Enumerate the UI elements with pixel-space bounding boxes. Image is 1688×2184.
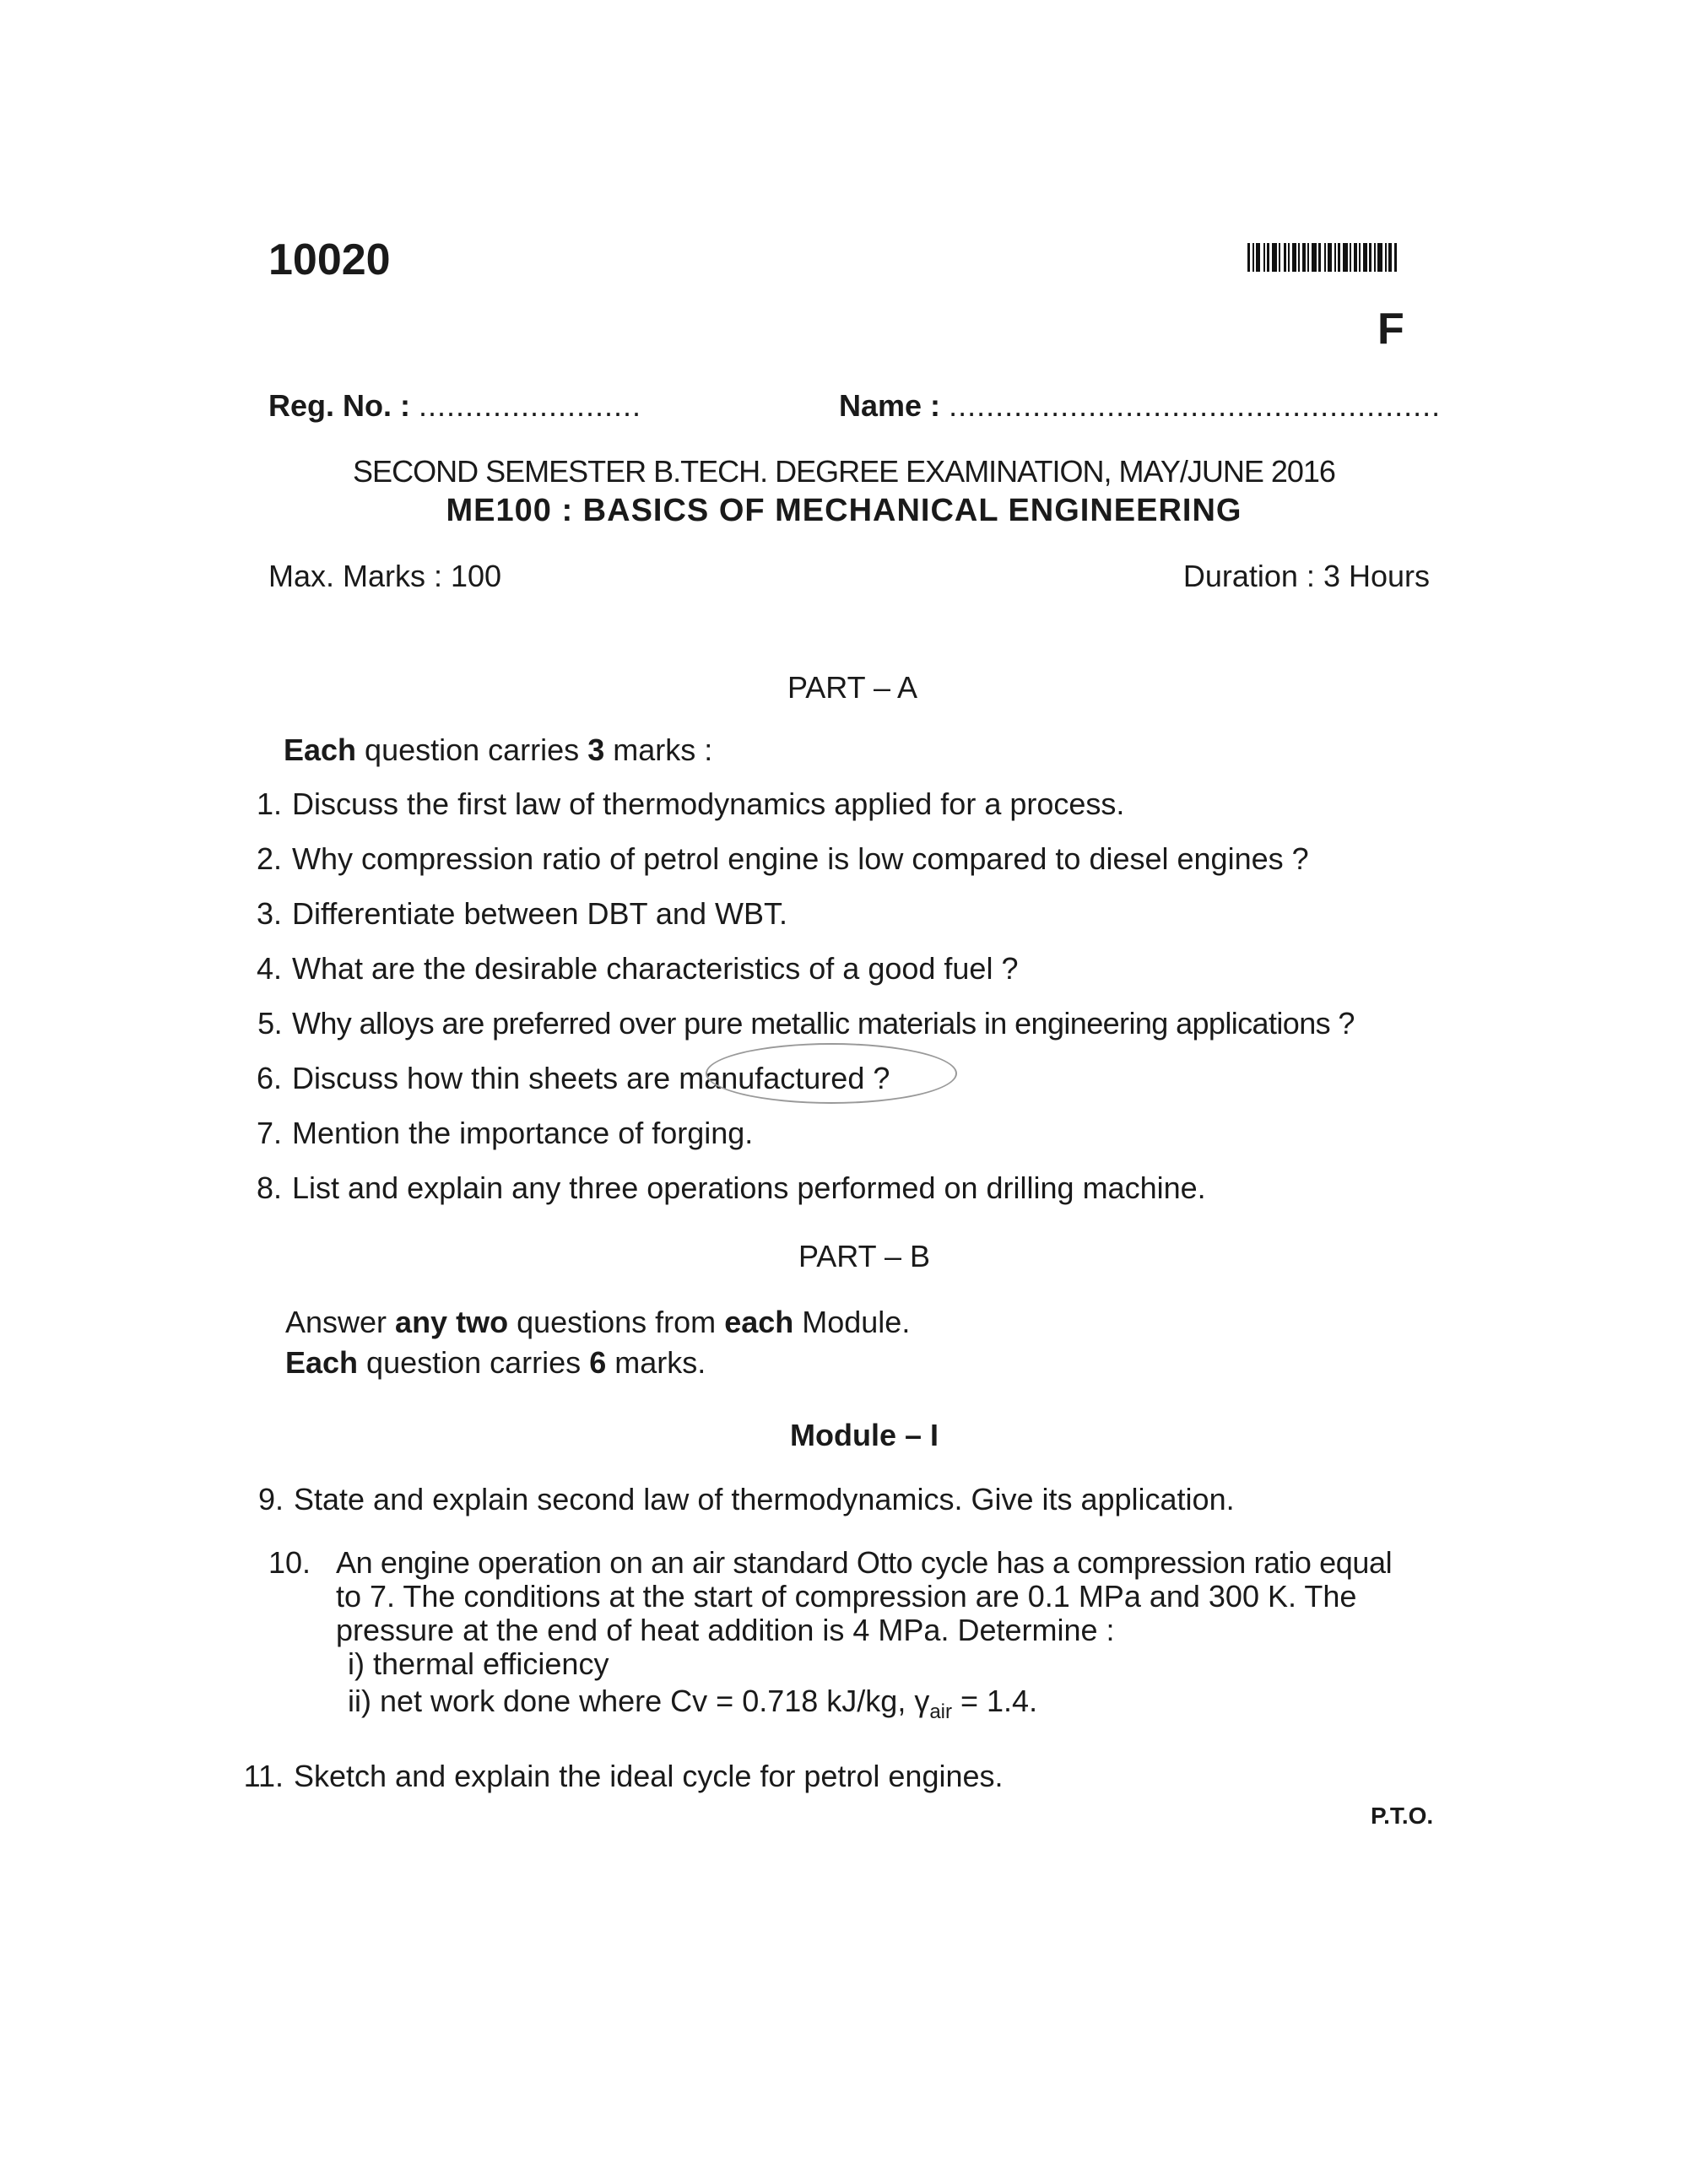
part-a-heading: PART – A [787,670,918,705]
instr-text: Answer [285,1305,396,1339]
part-b-heading: PART – B [798,1239,931,1273]
part-a-instruction [284,733,712,768]
paper-variant: F [1377,305,1404,354]
instr-text: question carries [356,733,588,767]
question-text: What are the desirable characteristics of a good fuel ? [292,951,1019,986]
part-b-instruction-2 [285,1345,706,1381]
question-text: List and explain any three operations performed on drilling machine. [292,1170,1206,1205]
question-1 [233,787,1124,822]
instr-bold: 6 [589,1345,607,1380]
instr-bold: each [724,1305,794,1339]
subscript: air [929,1700,952,1724]
question-text: Mention the importance of forging. [292,1116,754,1150]
max-marks: Max. Marks : 100 [268,559,502,593]
instr-bold: Each [284,733,357,767]
question-text: Discuss how thin sheets are manufactured ? [292,1061,890,1095]
duration: Duration : 3 Hours [1182,559,1430,593]
question-7 [233,1116,753,1151]
question-number: 4. [256,951,282,986]
exam-title: SECOND SEMESTER B.TECH. DEGREE EXAMINATION, MAY/JUNE 2016 [353,454,1335,489]
question-text: Discuss the first law of thermodynamics applied for a process. [292,787,1125,821]
sub-question-text: = 1.4. [952,1684,1038,1718]
sub-question-text: ii) net work done where Cv = 0.718 kJ/kg, γ [348,1684,930,1718]
question-text-line: to 7. The conditions at the start of compression are 0.1 MPa and 300 K. The [336,1579,1357,1614]
question-10-body [336,1546,1392,1729]
question-4 [233,951,1018,987]
subject-title: ME100 : BASICS OF MECHANICAL ENGINEERING [446,493,1242,528]
barcode [1247,243,1431,272]
pto-note: P.T.O. [1371,1803,1434,1829]
instr-text: question carries [358,1345,590,1380]
module-1-heading: Module – I [789,1418,939,1452]
sub-question-i: i) thermal efficiency [348,1646,609,1681]
watermark-stamp [706,1043,957,1104]
name-blank: ..................................................... [949,388,1442,423]
question-text: Why compression ratio of petrol engine is low compared to diesel engines ? [292,841,1309,876]
paper-code: 10020 [268,235,391,284]
question-8 [233,1170,1206,1206]
reg-no-field [268,388,641,424]
question-number: 6. [256,1061,282,1095]
question-text-line: pressure at the end of heat addition is 4 MPa. Determine : [336,1613,1115,1647]
question-number: 5. [257,1006,282,1041]
instr-text-end: marks : [604,733,713,767]
instr-text: questions from [508,1305,725,1339]
instr-text: Module. [793,1305,911,1339]
question-text: State and explain second law of thermodynamics. Give its application. [294,1482,1235,1516]
question-number: 9. [257,1482,284,1516]
reg-no-label: Reg. No. : [268,388,410,423]
instr-bold: Each [285,1345,359,1380]
name-field [839,388,1441,424]
question-number: 11. [243,1759,284,1793]
question-number: 2. [256,841,282,876]
question-2 [233,841,1309,877]
question-number: 8. [256,1170,282,1205]
question-number: 3. [256,896,282,931]
question-text: Why alloys are preferred over pure metallic materials in engineering applications ? [292,1006,1355,1041]
instr-bold-marks: 3 [587,733,605,767]
question-number: 1. [256,787,282,821]
question-text-line: An engine operation on an air standard Otto cycle has a compression ratio equal [336,1545,1393,1580]
name-label: Name : [839,388,941,423]
instr-text: marks. [606,1345,706,1380]
question-11 [235,1759,1004,1794]
question-5 [233,1006,1355,1041]
reg-no-blank: ........................ [419,388,642,423]
question-text: Sketch and explain the ideal cycle for petrol engines. [294,1759,1004,1793]
sub-question-ii [348,1684,1392,1729]
question-9 [235,1482,1235,1517]
instr-bold: any two [395,1305,509,1339]
part-b-instruction-1 [285,1305,910,1340]
question-number: 7. [256,1116,282,1150]
question-number: 10. [268,1545,311,1580]
question-text: Differentiate between DBT and WBT. [292,896,787,931]
question-3 [233,896,787,932]
